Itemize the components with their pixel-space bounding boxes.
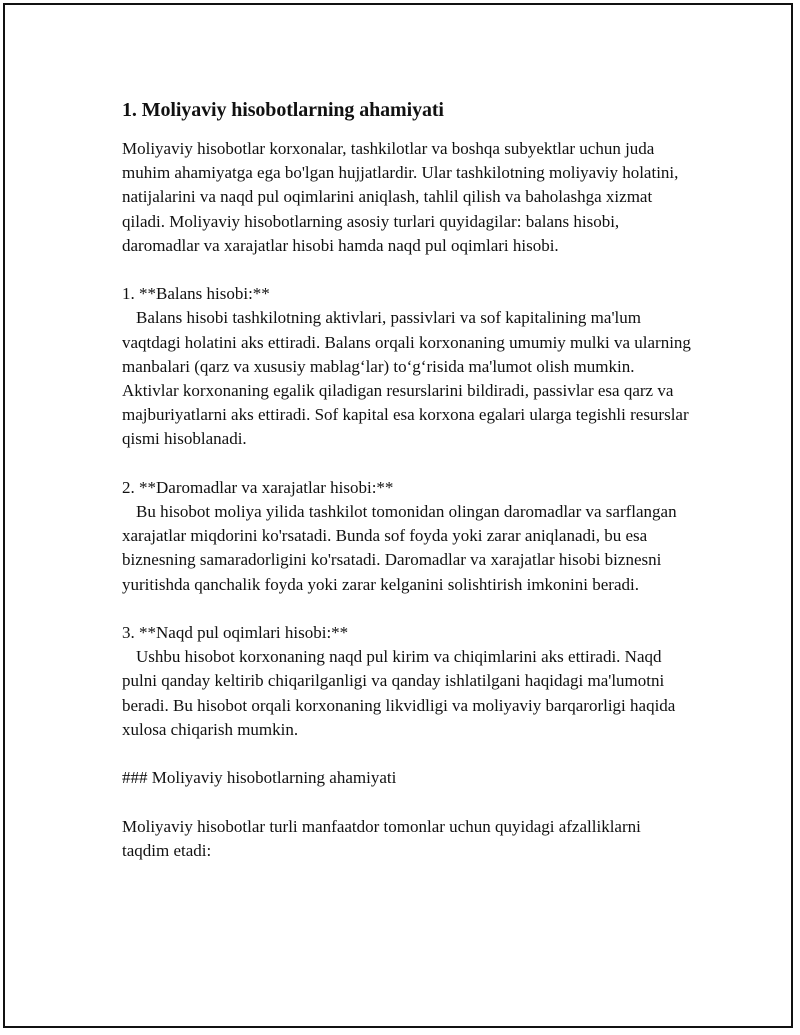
item-body-balance: Balans hisobi tashkilotning aktivlari, passivlari va sof kapitalining ma'lum vaqtdagi holatini aks ettiradi. Balans orqali korxonaning umumiy mulki va ularning manbalari (qarz va xususiy mablag‘lar) to‘g‘risida ma'lumot olish mumkin. Aktivlar korxonaning egalik qiladigan resurslarini bildiradi, passivlar esa qarz va majburiyatlarni aks ettiradi. Sof kapital esa korxona egalari ularga tegishli resurslar qismi hisoblanadi. bbox=[122, 308, 691, 449]
item-title-cashflow: 3. **Naqd pul oqimlari hisobi:** bbox=[122, 623, 349, 643]
item-body-cashflow: Ushbu hisobot korxonaning naqd pul kirim va chiqimlarini aks ettiradi. Naqd pulni qanday keltirib chiqarilganligi va qanday ishlatilgani haqidagi ma'lumotni beradi. Bu hisobot orqali korxonaning likvidligi va moliyaviy barqarorligi haqida xulosa chiqarish mumkin. bbox=[122, 647, 676, 739]
spacer bbox=[122, 742, 692, 766]
item-title-balance: 1. **Balans hisobi:** bbox=[122, 284, 270, 304]
page-frame bbox=[3, 3, 793, 1028]
intro-paragraph: Moliyaviy hisobotlar korxonalar, tashkilotlar va boshqa subyektlar uchun juda muhim ahamiyatga ega bo'lgan hujjatlardir. Ular tashkilotning moliyaviy holatini, natijalarini va naqd pul oqimlarini aniqlash, tahlil qilish va baholashga xizmat qiladi. Moliyaviy hisobotlarning asosiy turlari quyidagilar: balans hisobi, daromadlar va xarajatlar hisobi hamda naqd pul oqimlari hisobi. bbox=[122, 139, 679, 255]
section-heading: 1. Moliyaviy hisobotlarning ahamiyati bbox=[122, 99, 444, 121]
spacer bbox=[122, 452, 692, 476]
document-body bbox=[122, 97, 692, 863]
spacer bbox=[122, 597, 692, 621]
closing-paragraph: Moliyaviy hisobotlar turli manfaatdor tomonlar uchun quyidagi afzalliklarni taqdim etadi: bbox=[122, 816, 641, 860]
subheading: ### Moliyaviy hisobotlarning ahamiyati bbox=[122, 768, 397, 788]
spacer bbox=[122, 258, 692, 282]
item-body-income: Bu hisobot moliya yilida tashkilot tomonidan olingan daromadlar va sarflangan xarajatlar miqdorini ko'rsatadi. Bunda sof foyda yoki zarar aniqlanadi, bu esa biznesning samaradorligini ko'rsatadi. Daromadlar va xarajatlar hisobi biznesni yuritishda qanchalik foyda yoki zarar kelganini solishtirish imkonini beradi. bbox=[122, 502, 677, 594]
spacer bbox=[122, 790, 692, 814]
item-title-income: 2. **Daromadlar va xarajatlar hisobi:** bbox=[122, 477, 394, 497]
